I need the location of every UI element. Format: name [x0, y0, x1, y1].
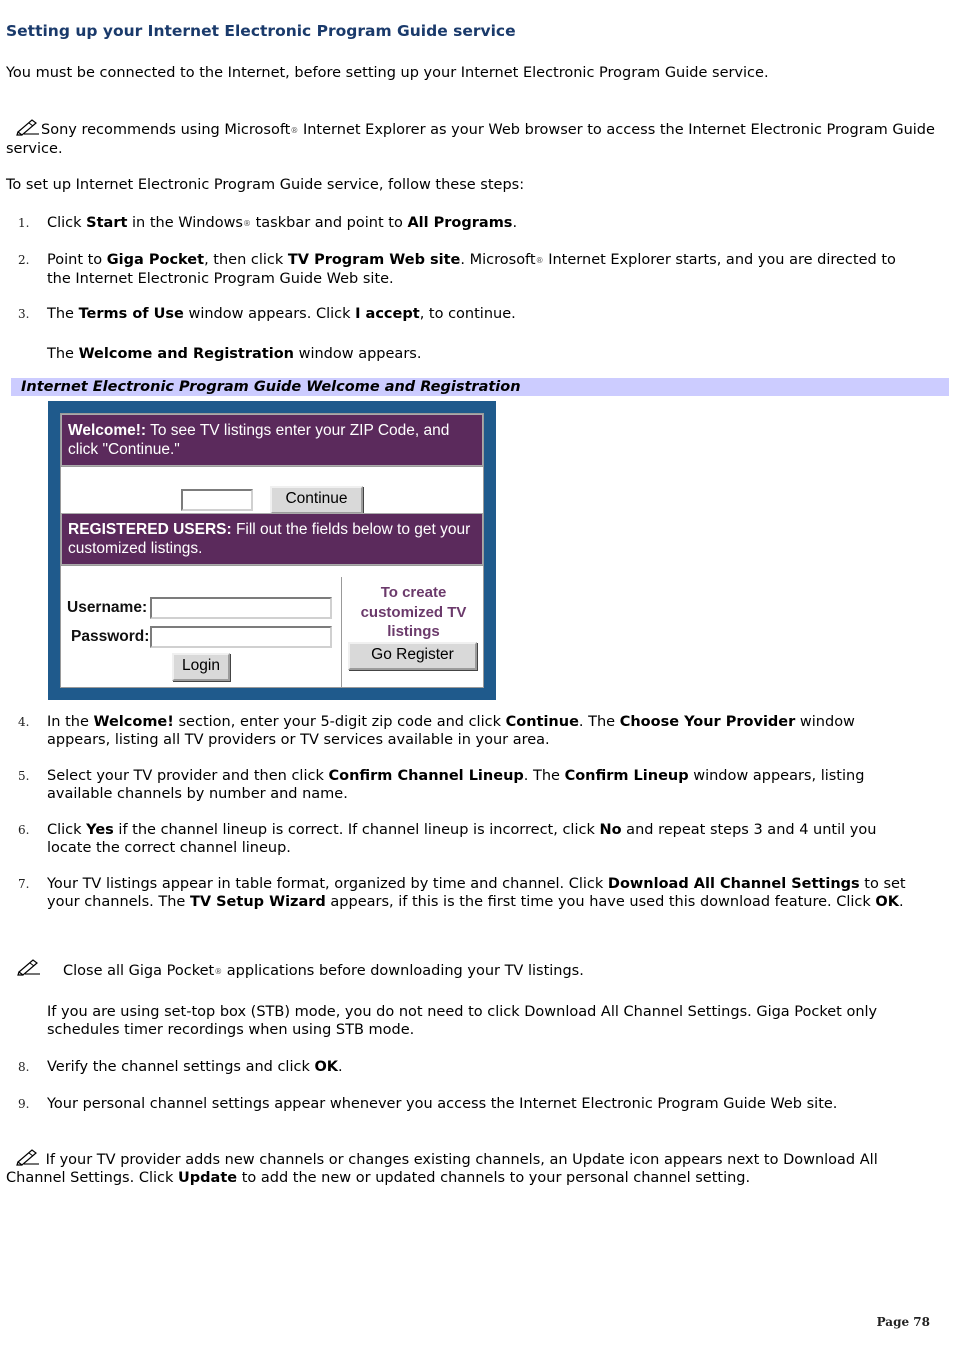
step-number: 8.: [18, 1060, 30, 1074]
create-listings-text: To create customized TV listings: [360, 584, 467, 640]
step-3: The Terms of Use window appears. Click I accept, to continue.: [47, 306, 516, 322]
figure-panel: [60, 413, 484, 688]
stb-mode-text: If you are using set-top box (STB) mode, you do not need to click Download All Channel Settings. Giga Pocket only schedules timer recordings when using STB mode.: [47, 1004, 878, 1038]
username-input[interactable]: [150, 597, 332, 619]
note-recommend: [6, 118, 936, 158]
zip-code-input[interactable]: [181, 489, 253, 511]
continue-button[interactable]: Continue: [270, 486, 363, 514]
step-number: 5.: [18, 769, 30, 783]
registered-mark: ®: [290, 126, 299, 135]
step-6: Click Yes if the channel lineup is correct. If channel lineup is incorrect, click No and repeat steps 3 and 4 until you locate the correct channel lineup.: [47, 822, 877, 856]
step-number: 7.: [18, 877, 30, 891]
step-5: Select your TV provider and then click Confirm Channel Lineup. The Confirm Lineup window appears, listing available channels by number and name.: [47, 768, 865, 802]
note-pen-icon: [15, 118, 41, 136]
welcome-banner: Welcome!: To see TV listings enter your ZIP Code, and click "Continue.": [61, 414, 483, 466]
note-update: If your TV provider adds new channels or changes existing channels, an Update icon appears next to Download All Channel Settings. Click Update to add the new or updated channels to your personal channel setting.: [6, 1148, 931, 1187]
intro-text: You must be connected to the Internet, before setting up your Internet Electronic Program Guide service.: [6, 65, 769, 81]
step-number: 6.: [18, 823, 30, 837]
page-title: Setting up your Internet Electronic Program Guide service: [6, 22, 516, 40]
steps-lead: To set up Internet Electronic Program Guide service, follow these steps:: [6, 177, 525, 193]
step-3-sub: The Welcome and Registration window appears.: [47, 346, 422, 362]
step-8: Verify the channel settings and click OK.: [47, 1059, 343, 1075]
step-7: Your TV listings appear in table format, organized by time and channel. Click Download All Channel Settings to set your channels. The TV Setup Wizard appears, if this is the first time you have used this download feature. Click OK.: [47, 876, 906, 910]
step-number: 1.: [18, 216, 30, 230]
step-number: 3.: [18, 307, 30, 321]
login-button[interactable]: Login: [172, 653, 230, 681]
step-9: Your personal channel settings appear whenever you access the Internet Electronic Program Guide Web site.: [47, 1096, 838, 1112]
password-input[interactable]: [150, 626, 332, 648]
note-text: Internet Explorer as your Web browser to access the Internet Electronic Program Guide service.: [6, 122, 935, 157]
note-pen-icon: [15, 1148, 41, 1166]
step-4: In the Welcome! section, enter your 5-digit zip code and click Continue. The Choose Your Provider window appears, listing all TV providers or TV services available in your area.: [47, 714, 855, 748]
figure-caption: Internet Electronic Program Guide Welcome and Registration: [11, 378, 949, 396]
step-2: Point to Giga Pocket, then click TV Program Web site. Microsoft® Internet Explorer starts, and you are directed to the Internet Electronic Program Guide Web site.: [47, 252, 896, 287]
registered-users-banner: REGISTERED USERS: Fill out the fields below to get your customized listings.: [61, 513, 483, 565]
username-label: Username:: [67, 599, 148, 616]
note-text: Sony recommends using Microsoft: [41, 122, 291, 138]
password-label: Password:: [71, 628, 150, 645]
step-number: 4.: [18, 715, 30, 729]
note-close-apps: Close all Giga Pocket® applications before downloading your TV listings.: [63, 963, 584, 979]
step-number: 2.: [18, 253, 30, 267]
page-number: Page 78: [876, 1315, 930, 1329]
go-register-button[interactable]: Go Register: [348, 642, 477, 670]
welcome-registration-figure: [48, 401, 496, 700]
step-number: 9.: [18, 1097, 30, 1111]
note-pen-icon: [16, 958, 42, 976]
step-1: Click Start in the Windows® taskbar and point to All Programs.: [47, 215, 518, 231]
